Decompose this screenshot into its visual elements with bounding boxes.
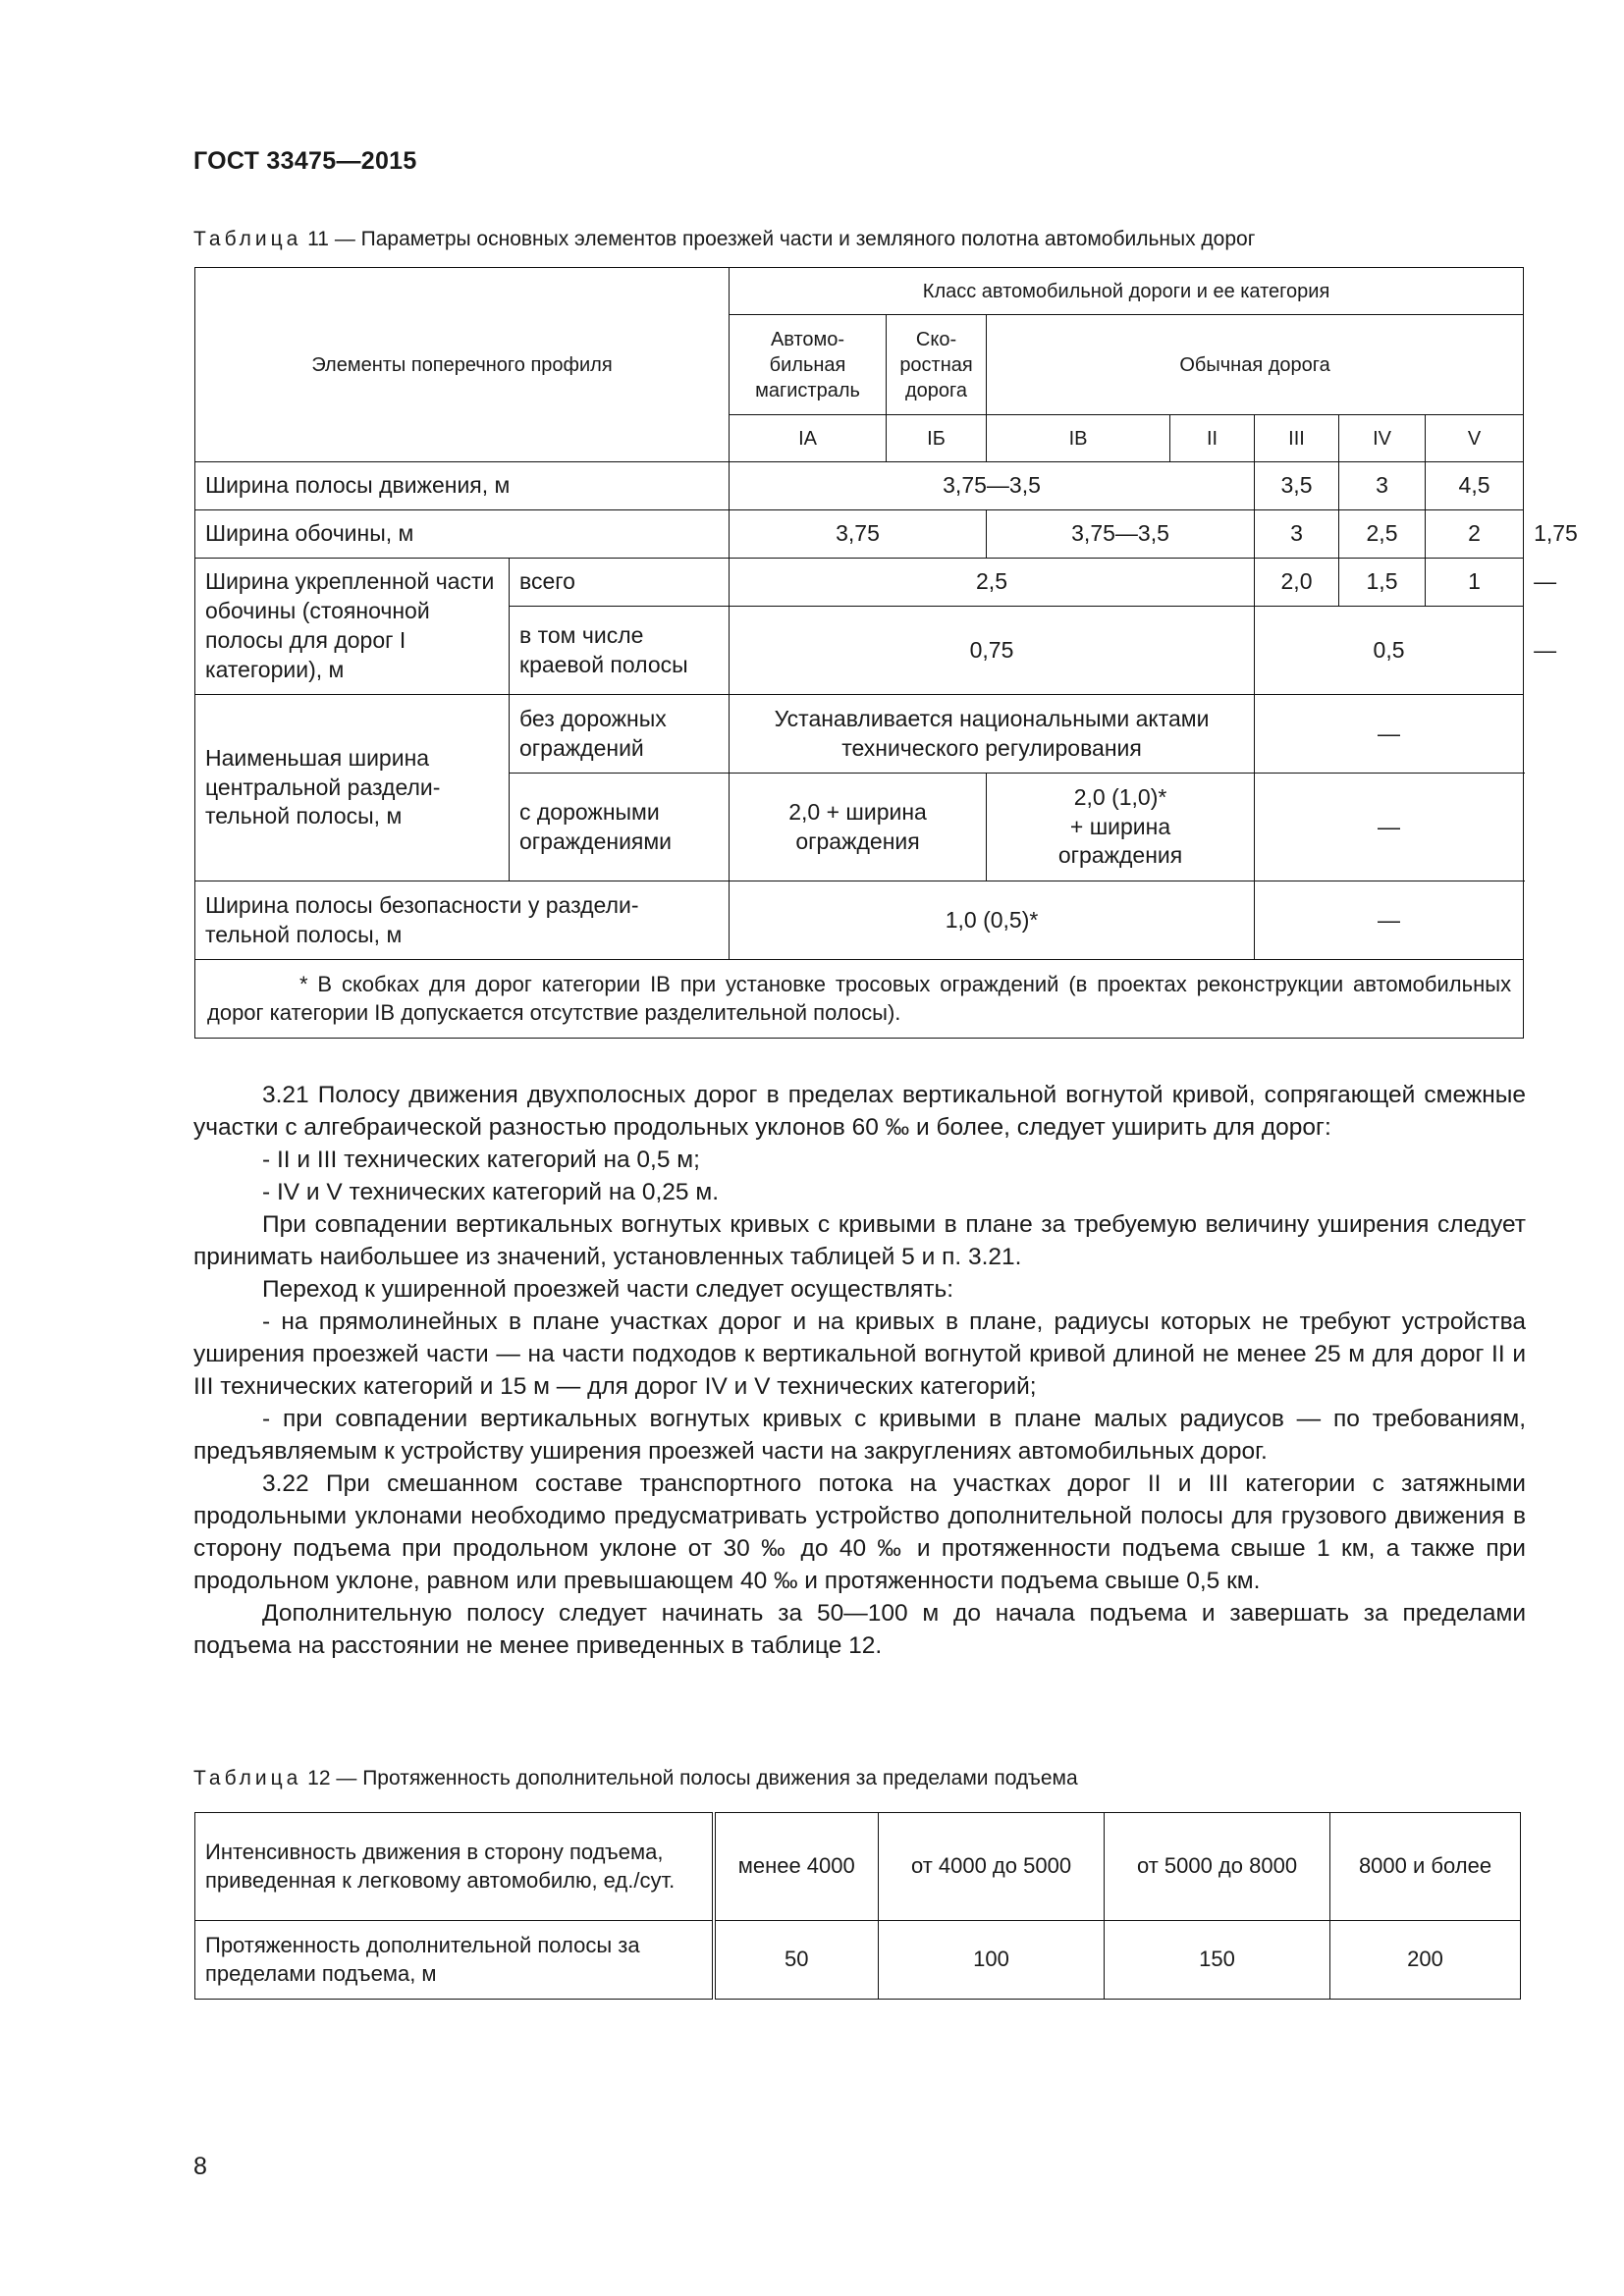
table-11-caption-text: 11 — Параметры основных элементов проезжей части и земляного полотна автомобильных дорог [301, 228, 1256, 250]
table-cell: — [1255, 881, 1524, 960]
table-cell: 100 [879, 1921, 1105, 2000]
table-11 [194, 267, 1578, 1039]
paragraph: 3.22 При смешанном составе транспортного потока на участках дорог II и III категории с затяжными продольными уклонами необходимо предусматривать устройство дополнительной полосы для грузового движения в сторону подъема при продольном уклоне от 30 ‰ до 40 ‰ и протяженности подъема свыше 1 км, а также при продольном уклоне, равном или превышающем 40 ‰ и протяженности подъема свыше 0,5 км. [193, 1470, 1526, 1594]
row-label: Интенсивность движения в сторону подъема, приведенная к легковому автомобилю, ед./сут. [195, 1813, 714, 1921]
table-12-caption-prefix: Таблица [193, 1767, 302, 1789]
row-label: Ширина полосы безопасности у раздели-тельной полосы, м [195, 881, 730, 960]
table-cell: 1,5 [1339, 559, 1426, 607]
paragraph: - на прямолинейных в плане участках дорог и на кривых в плане, радиусы которых не требуют устройства уширения проезжей части — на части подходов к вертикальной вогнутой кривой длиной не менее 25 м для дорог II и III технических категорий и 15 м — для дорог IV и V технических категорий; [193, 1308, 1526, 1400]
table-cell: 2,0 [1255, 559, 1339, 607]
table-row: Ширина обочины, м 3,75 3,75—3,5 3 2,5 2 1,75 [195, 510, 1524, 559]
table-12 [194, 1812, 1521, 2000]
header-category: II [1170, 415, 1255, 462]
document-header: ГОСТ 33475—2015 [193, 147, 417, 175]
table-cell: 2 [1426, 510, 1524, 559]
table-12-caption-text: 12 — Протяженность дополнительной полосы движения за пределами подъема [301, 1767, 1078, 1789]
header-class: Класс автомобильной дороги и ее категория [730, 268, 1524, 315]
header-category: IВ [987, 415, 1170, 462]
sub-row-label: без дорожных ограждений [510, 695, 730, 774]
table-cell: 50 [714, 1921, 879, 2000]
table-row [195, 1813, 1521, 1921]
paragraph: - IV и V технических категорий на 0,25 м. [262, 1179, 720, 1205]
table-row [195, 695, 1524, 774]
table-cell: 2,5 [1339, 510, 1426, 559]
table-cell: 0,75 [730, 607, 1255, 695]
table-12-caption [193, 1767, 1078, 1790]
table-11-caption-prefix: Таблица [193, 228, 302, 250]
row-label: Ширина укрепленной части обочины (стояночной полосы для дорог I категории), м [195, 559, 510, 695]
table-cell: 0,5 [1255, 607, 1524, 695]
row-label: Протяженность дополнительной полосы за пределами подъема, м [195, 1921, 714, 2000]
table-cell: от 5000 до 8000 [1105, 1813, 1330, 1921]
table-cell: 2,0 + ширина ограждения [730, 774, 987, 881]
table-row [195, 1921, 1521, 2000]
header-category: IА [730, 415, 887, 462]
table-cell: 2,5 [730, 559, 1255, 607]
paragraph: 3.21 Полосу движения двухполосных дорог в пределах вертикальной вогнутой кривой, сопрягающей смежные участки с алгебраической разностью продольных уклонов 60 ‰ и более, следует уширить для дорог: [193, 1082, 1526, 1141]
header-ordinary-road: Обычная дорога [987, 315, 1524, 415]
body-text [193, 1079, 1526, 1662]
page-number: 8 [193, 2153, 207, 2180]
table-row: Ширина укрепленной части обочины (стояночной полосы для дорог I категории), м всего 2,5 2,0 1,5 1 — [195, 559, 1524, 607]
table-cell: Устанавливается национальными актами технического регулирования [730, 695, 1255, 774]
table-cell: — [1255, 774, 1524, 881]
row-label: Ширина полосы движения, м [195, 462, 730, 510]
table-cell: 3,75—3,5 [987, 510, 1255, 559]
table-cell: 1,0 (0,5)* [730, 881, 1255, 960]
header-category: IБ [887, 415, 987, 462]
table-row [195, 881, 1524, 960]
row-label: Наименьшая ширина центральной раздели-тельной полосы, м [195, 695, 510, 881]
table-cell: — [1255, 695, 1524, 774]
table-cell: 200 [1330, 1921, 1521, 2000]
table-cell: 3 [1339, 462, 1426, 510]
header-category: V [1426, 415, 1524, 462]
paragraph: - II и III технических категорий на 0,5 м; [262, 1147, 700, 1173]
paragraph: Переход к уширенной проезжей части следует осуществлять: [262, 1276, 954, 1303]
table-cell: 4,5 [1426, 462, 1524, 510]
table-cell: 2,0 (1,0)* + ширина ограждения [987, 774, 1255, 881]
paragraph: Дополнительную полосу следует начинать за 50—100 м до начала подъема и завершать за пределами подъема на расстоянии не менее приведенных в таблице 12. [193, 1600, 1526, 1659]
paragraph: При совпадении вертикальных вогнутых кривых с кривыми в плане за требуемую величину уширения следует принимать наибольшее из значений, установленных таблицей 5 и п. 3.21. [193, 1211, 1526, 1270]
table-cell: менее 4000 [714, 1813, 879, 1921]
header-elements: Элементы поперечного профиля [195, 268, 730, 462]
paragraph: - при совпадении вертикальных вогнутых кривых с кривыми в плане малых радиусов — по требованиям, предъявляемым к устройству уширения проезжей части на закруглениях автомобильных дорог. [193, 1406, 1526, 1465]
header-category: IV [1339, 415, 1426, 462]
table-footnote [195, 960, 1524, 1039]
table-cell: 3 [1255, 510, 1339, 559]
table-cell: 3,5 [1255, 462, 1339, 510]
table-cell: 3,75 [730, 510, 987, 559]
row-label: Ширина обочины, м [195, 510, 730, 559]
table-11-caption [193, 228, 1255, 251]
table-row [195, 462, 1524, 510]
header-category: III [1255, 415, 1339, 462]
table-cell: 8000 и более [1330, 1813, 1521, 1921]
header-expressway: Ско- ростная дорога [887, 315, 987, 415]
table-cell: 150 [1105, 1921, 1330, 2000]
sub-row-label: всего [510, 559, 730, 607]
table-row: в том числе краевой полосы 0,75 0,5 — [195, 607, 1524, 695]
table-cell: 1 [1426, 559, 1524, 607]
sub-row-label: с дорожными ограждениями [510, 774, 730, 881]
sub-row-label: в том числе краевой полосы [510, 607, 730, 695]
table-cell: 3,75—3,5 [730, 462, 1255, 510]
table-cell: от 4000 до 5000 [879, 1813, 1105, 1921]
footnote-text: * В скобках для дорог категории IВ при установке тросовых ограждений (в проектах реконструкции автомобильных дорог категории IВ допускается отсутствие разделительной полосы). [207, 971, 1512, 1025]
header-motorway: Автомо- бильная магистраль [730, 315, 887, 415]
